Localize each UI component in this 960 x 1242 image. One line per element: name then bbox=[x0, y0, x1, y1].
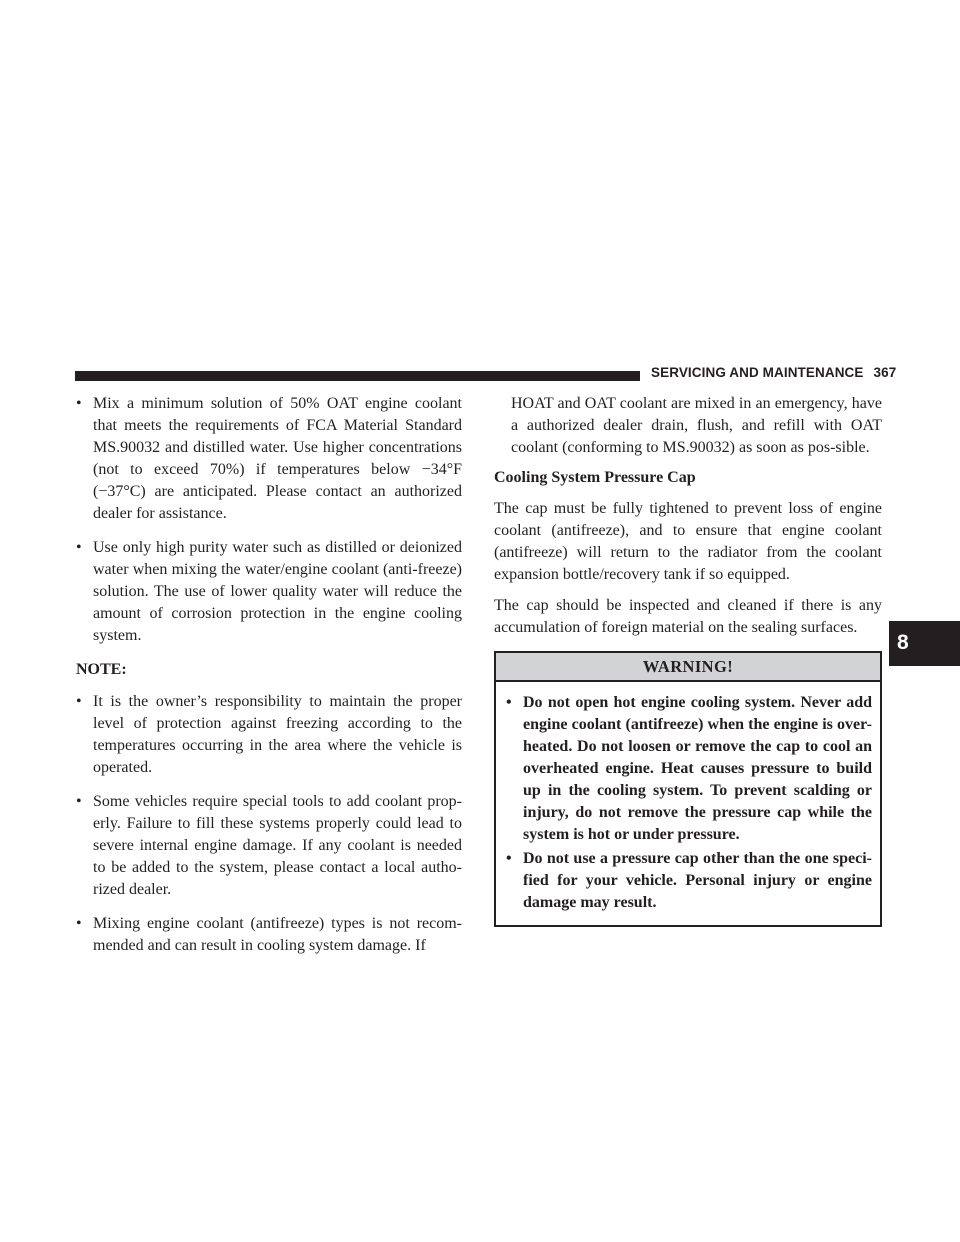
warning-title: WARNING! bbox=[496, 653, 880, 682]
list-item bbox=[76, 393, 462, 525]
page-number: 367 bbox=[873, 365, 897, 380]
left-column bbox=[76, 393, 462, 969]
list-item-text: Use only high purity water such as distilled or deionized water when mixing the water/engine coolant (anti-freeze) solution. The use of lower quality water will reduce the amount of corrosion protection in the engine cooling system. bbox=[93, 539, 462, 644]
list-item-text: It is the owner’s responsibility to maintain the proper level of protection against freezing according to the temperatures occurring in the area where the vehicle is operated. bbox=[93, 693, 462, 776]
warning-item bbox=[506, 848, 872, 914]
page-header bbox=[651, 365, 896, 380]
header-rule bbox=[75, 371, 640, 381]
list-item bbox=[76, 537, 462, 647]
list-item bbox=[76, 791, 462, 901]
warning-box bbox=[494, 651, 882, 927]
bullet-icon: • bbox=[76, 539, 82, 556]
list-item-text: Mixing engine coolant (antifreeze) types is not recom-mended and can result in cooling system damage. If bbox=[93, 915, 462, 954]
right-column bbox=[494, 393, 882, 927]
bullet-icon: • bbox=[76, 693, 82, 710]
list-item-text: Some vehicles require special tools to add coolant prop-erly. Failure to fill these systems properly could lead to severe internal engine damage. If any coolant is needed to be added to the system, please contact a local autho-rized dealer. bbox=[93, 793, 462, 898]
warning-item-text: Do not use a pressure cap other than the one speci-fied for your vehicle. Personal injury or engine damage may result. bbox=[523, 850, 872, 911]
section-heading: Cooling System Pressure Cap bbox=[494, 469, 696, 486]
paragraph: The cap should be inspected and cleaned if there is any accumulation of foreign material on the sealing surfaces. bbox=[494, 597, 882, 636]
continued-text: HOAT and OAT coolant are mixed in an emergency, have a authorized dealer drain, flush, and refill with OAT coolant (conforming to MS.90032) as soon as pos-sible. bbox=[511, 395, 882, 456]
paragraph: The cap must be fully tightened to prevent loss of engine coolant (antifreeze), and to ensure that engine coolant (antifreeze) will return to the radiator from the coolant expansion bottle/recovery tank if so equipped. bbox=[494, 500, 882, 583]
bullet-icon: • bbox=[76, 395, 82, 412]
list-item-text: Mix a minimum solution of 50% OAT engine coolant that meets the requirements of FCA Material Standard MS.90032 and distilled water. Use higher concentrations (not to exceed 70%) if temperatures below −34°F (−37°C) are anticipated. Please contact an authorized dealer for assistance. bbox=[93, 395, 462, 522]
bullet-icon: • bbox=[506, 694, 512, 711]
bullet-icon: • bbox=[76, 915, 82, 932]
section-title: SERVICING AND MAINTENANCE bbox=[651, 365, 864, 380]
bullet-icon: • bbox=[76, 793, 82, 810]
chapter-tab bbox=[889, 621, 960, 666]
chapter-tab-number: 8 bbox=[897, 631, 909, 654]
bullet-icon: • bbox=[506, 850, 512, 867]
warning-item bbox=[506, 692, 872, 846]
warning-body bbox=[496, 682, 880, 925]
list-item bbox=[76, 913, 462, 957]
note-label: NOTE: bbox=[76, 661, 127, 678]
warning-item-text: Do not open hot engine cooling system. Never add engine coolant (antifreeze) when the engine is over-heated. Do not loosen or remove the cap to cool an overheated engine. Heat causes pressure to build up in the cooling system. To prevent scalding or injury, do not remove the pressure cap while the system is hot or under pressure. bbox=[523, 694, 872, 843]
list-item bbox=[76, 691, 462, 779]
